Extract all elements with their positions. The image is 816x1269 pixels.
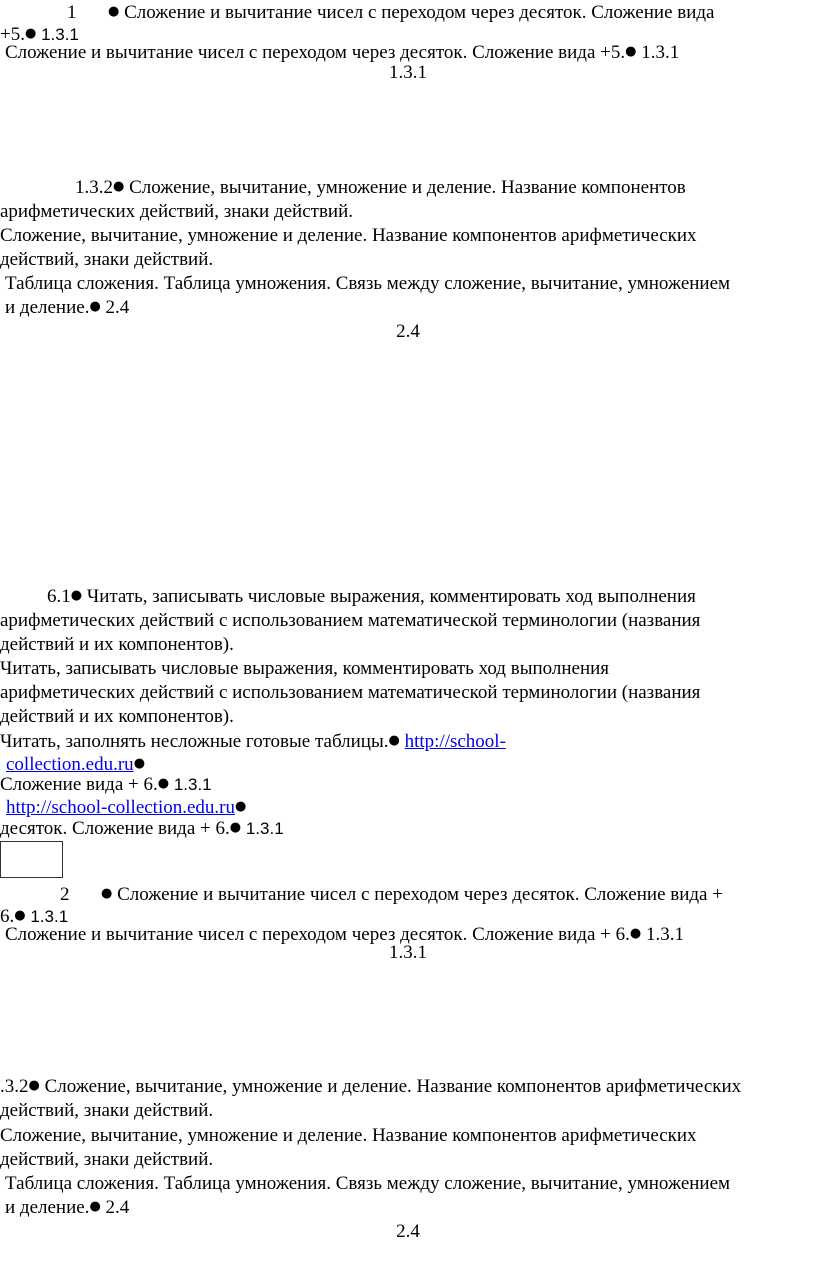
section1-prefix: +5.	[0, 24, 25, 45]
section4-code: 1.3.1	[30, 907, 69, 926]
section2-line2: арифметических действий, знаки действий.	[0, 201, 354, 222]
section4-repeat-text: Сложение и вычитание чисел с переходом через десяток. Сложение вида + 6.	[5, 924, 630, 945]
section1-repeat-code: 1.3.1	[641, 42, 680, 63]
school-collection-link[interactable]: http://school-	[404, 731, 506, 752]
section5-text: Сложение, вычитание, умножение и деление. Название компонентов арифметических	[44, 1076, 742, 1097]
section2-text: Сложение, вычитание, умножение и деление. Название компонентов	[129, 177, 686, 198]
bullet-icon: ●	[108, 4, 120, 19]
section5-line2: действий, знаки действий.	[0, 1100, 214, 1121]
section2-line3: Сложение, вычитание, умножение и деление. Название компонентов арифметических	[0, 225, 697, 246]
section1-number: 1	[67, 2, 77, 23]
section2-line6	[5, 297, 129, 321]
section1-repeat-text: Сложение и вычитание чисел с переходом через десяток. Сложение вида +5.	[5, 42, 626, 63]
section3-line1	[47, 586, 696, 610]
section3-line11-code: 1.3.1	[245, 819, 284, 838]
section3-line5: арифметических действий с использованием математической терминологии (названия	[0, 682, 701, 703]
section4-prefix: 6.	[0, 906, 15, 927]
bullet-icon: ●	[24, 26, 37, 41]
section5-line6-text: и деление.	[5, 1197, 90, 1218]
bullet-icon: ●	[70, 588, 83, 603]
section3-line7	[0, 731, 506, 755]
section2-line6-text: и деление.	[5, 297, 90, 318]
section5-center-code: 2.4	[396, 1221, 420, 1242]
section1-title-text: Сложение и вычитание чисел с переходом через десяток. Сложение вида	[124, 2, 715, 23]
section3-line2: арифметических действий с использованием математической терминологии (названия	[0, 610, 701, 631]
section3-line6: действий и их компонентов).	[0, 706, 234, 727]
bullet-icon: ●	[235, 799, 247, 814]
section3-line9-code: 1.3.1	[173, 775, 212, 794]
section5-code: .3.2	[0, 1076, 29, 1097]
school-collection-link-cont[interactable]: collection.edu.ru	[6, 754, 134, 775]
section2-center-code: 2.4	[396, 321, 420, 342]
bullet-icon: ●	[229, 820, 242, 835]
section4-title-text: Сложение и вычитание чисел с переходом через десяток. Сложение вида +	[117, 884, 723, 905]
section2-line1	[75, 177, 686, 201]
section1-center-code: 1.3.1	[389, 62, 427, 83]
bullet-icon: ●	[625, 44, 637, 59]
section2-line5: Таблица сложения. Таблица умножения. Связь между сложение, вычитание, умножением	[5, 273, 731, 294]
bullet-icon: ●	[101, 886, 113, 901]
section4-title-line	[60, 884, 723, 908]
section1-code: 1.3.1	[41, 25, 79, 44]
section4-center-code: 1.3.1	[389, 942, 427, 963]
bullet-icon: ●	[157, 776, 170, 791]
section3-line4: Читать, записывать числовые выражения, комментировать ход выполнения	[0, 658, 610, 679]
bullet-icon: ●	[388, 733, 400, 748]
bullet-icon: ●	[629, 926, 642, 941]
section3-line7-text: Читать, заполнять несложные готовые таблицы.	[0, 731, 389, 752]
bullet-icon: ●	[113, 179, 125, 194]
section5-line6	[5, 1197, 129, 1221]
section2-line4: действий, знаки действий.	[0, 249, 214, 270]
section3-line3: действий и их компонентов).	[0, 634, 234, 655]
section5-line5: Таблица сложения. Таблица умножения. Связь между сложение, вычитание, умножением	[5, 1173, 731, 1194]
section3-line11	[0, 818, 284, 842]
bullet-icon: ●	[89, 299, 101, 314]
section3-code: 6.1	[47, 586, 71, 607]
bullet-icon: ●	[14, 908, 26, 923]
section5-line4: действий, знаки действий.	[0, 1149, 214, 1170]
section5-line3: Сложение, вычитание, умножение и деление. Название компонентов арифметических	[0, 1125, 697, 1146]
empty-frame	[0, 841, 63, 878]
section3-line9	[0, 774, 212, 798]
section5-line1	[0, 1076, 741, 1100]
bullet-icon: ●	[89, 1199, 101, 1214]
section5-line6-code: 2.4	[105, 1197, 130, 1218]
section3-line11-text: десяток. Сложение вида + 6.	[0, 818, 230, 839]
bullet-icon: ●	[133, 756, 146, 771]
section4-repeat-code: 1.3.1	[645, 924, 684, 945]
school-collection-link-2[interactable]: http://school-collection.edu.ru	[6, 797, 236, 818]
section2-code: 1.3.2	[75, 177, 113, 198]
section3-line9-text: Сложение вида + 6.	[0, 774, 158, 795]
section4-number: 2	[60, 884, 70, 905]
bullet-icon: ●	[28, 1078, 40, 1093]
section1-title-line	[67, 2, 715, 26]
section3-text: Читать, записывать числовые выражения, комментировать ход выполнения	[86, 586, 696, 607]
section2-line6-code: 2.4	[105, 297, 130, 318]
